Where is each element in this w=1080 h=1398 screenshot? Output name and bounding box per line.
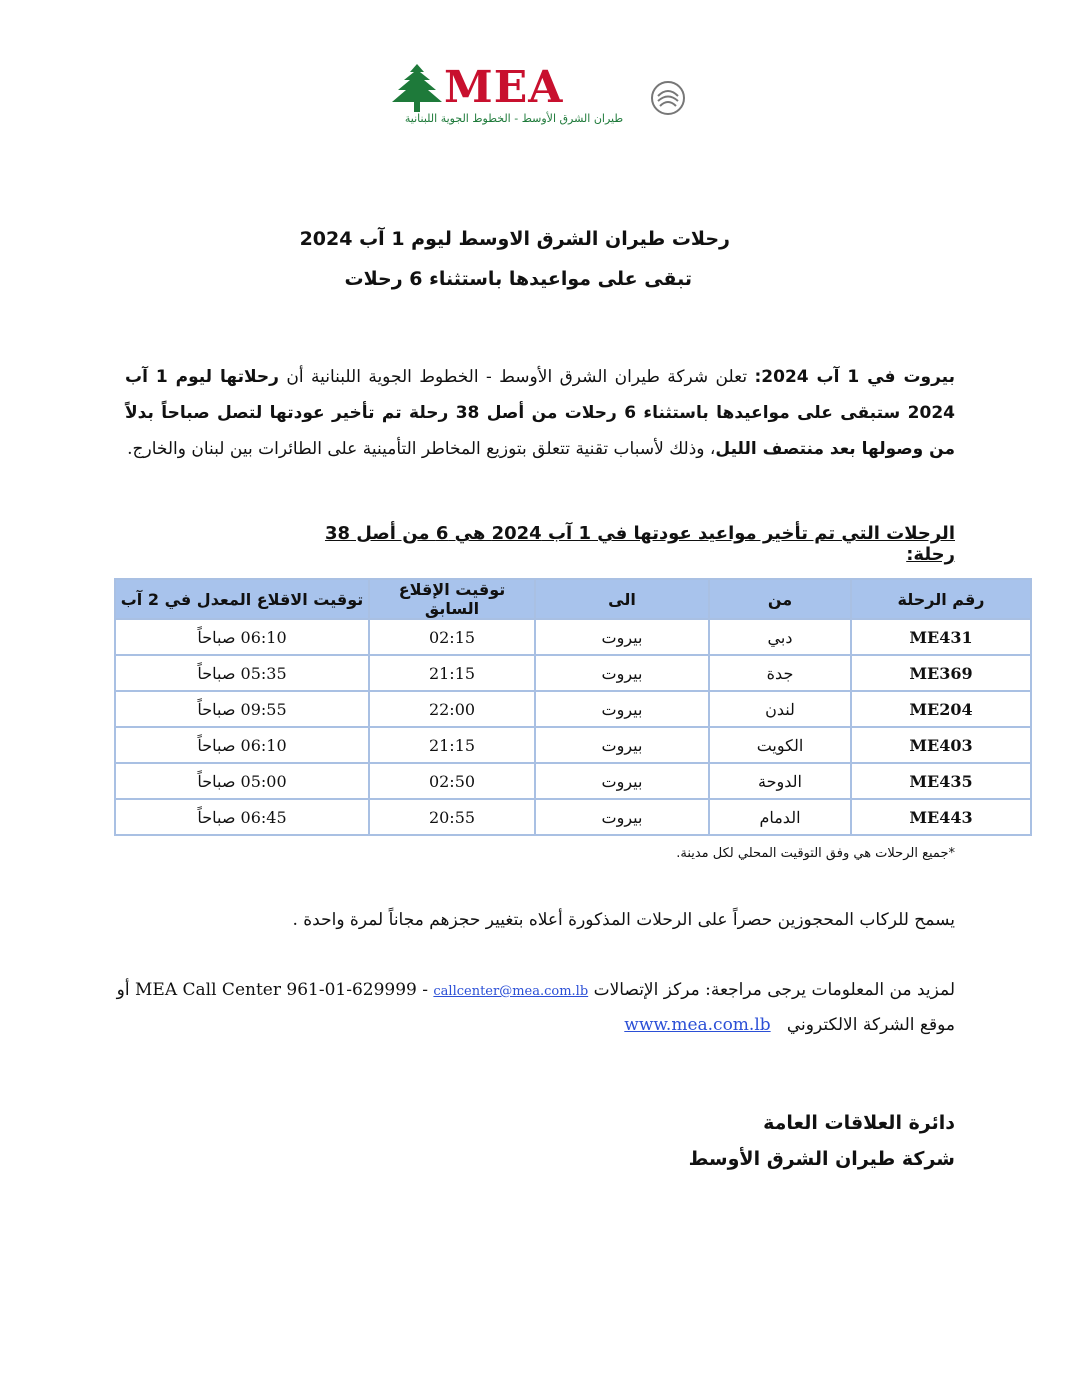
previous-time-cell: 20:55 (369, 799, 535, 835)
table-row (115, 799, 1031, 835)
previous-time-cell: 02:15 (369, 619, 535, 655)
contact-line-1 (100, 980, 955, 1000)
header-flight-number: رقم الرحلة (851, 579, 1031, 619)
skyteam-logo-icon (638, 70, 690, 122)
header-previous-departure: توقيت الإقلاع السابق (369, 579, 535, 619)
website-link[interactable]: www.mea.com.lb (624, 1015, 771, 1035)
origin-cell: لندن (709, 691, 851, 727)
destination-cell: بيروت (535, 655, 709, 691)
revised-time-cell: 09:55 صباحاً (115, 691, 369, 727)
signature-department: دائرة العلاقات العامة (763, 1112, 955, 1134)
paragraph-text-2: ، وذلك لأسباب تقنية تتعلق بتوزيع المخاطر التأمينية على الطائرات بين لبنان والخارج. (127, 439, 716, 459)
revised-time-cell: 06:45 صباحاً (115, 799, 369, 835)
delayed-flights-table (114, 578, 1032, 836)
destination-cell: بيروت (535, 763, 709, 799)
table-row (115, 727, 1031, 763)
table-row (115, 763, 1031, 799)
email-link[interactable]: callcenter@mea.com.lb (433, 984, 589, 999)
header-revised-departure: توقيت الاقلاع المعدل في 2 آب (115, 579, 369, 619)
destination-cell: بيروت (535, 727, 709, 763)
paragraph-text-1: تعلن شركة طيران الشرق الأوسط - الخطوط الجوية اللبنانية أن (278, 367, 755, 387)
mea-logo (388, 62, 698, 134)
table-row (115, 655, 1031, 691)
destination-cell: بيروت (535, 619, 709, 655)
flight-number-cell: ME369 (851, 655, 1031, 691)
origin-cell: الدمام (709, 799, 851, 835)
revised-time-cell: 06:10 صباحاً (115, 727, 369, 763)
headline-line-1: رحلات طيران الشرق الاوسط ليوم 1 آب 2024 (299, 228, 730, 250)
revised-time-cell: 06:10 صباحاً (115, 619, 369, 655)
header-to: الى (535, 579, 709, 619)
website-label: موقع الشركة الالكتروني (781, 1015, 955, 1035)
origin-cell: جدة (709, 655, 851, 691)
table-heading: الرحلات التي تم تأخير مواعيد عودتها في 1 آب 2024 هي 6 من أصل 38 رحلة: (324, 523, 955, 565)
previous-time-cell: 02:50 (369, 763, 535, 799)
flight-number-cell: ME204 (851, 691, 1031, 727)
flight-number-cell: ME431 (851, 619, 1031, 655)
logo-subtitle: طيران الشرق الأوسط - الخطوط الجوية اللبنانية (404, 112, 624, 125)
rebooking-notice: يسمح للركاب المحجوزين حصراً على الرحلات المذكورة أعلاه بتغيير حجزهم مجاناً لمرة واحدة . (292, 910, 955, 930)
cedar-tree-icon (390, 62, 444, 118)
contact-text: لمزيد من المعلومات يرجى مراجعة: مركز الإتصالات MEA Call Center 961-01-629999 - (135, 980, 955, 1000)
destination-cell: بيروت (535, 691, 709, 727)
table-row (115, 619, 1031, 655)
paragraph-lead: بيروت في 1 آب 2024: (754, 367, 955, 387)
local-time-note: *جميع الرحلات هي وفق التوقيت المحلي لكل مدينة. (676, 846, 955, 861)
contact-or: أو (116, 980, 136, 1000)
origin-cell: دبي (709, 619, 851, 655)
revised-time-cell: 05:00 صباحاً (115, 763, 369, 799)
table-header-row (115, 579, 1031, 619)
previous-time-cell: 21:15 (369, 655, 535, 691)
announcement-paragraph (125, 359, 955, 467)
previous-time-cell: 22:00 (369, 691, 535, 727)
flight-number-cell: ME435 (851, 763, 1031, 799)
paragraph-bold-text: رحلاتها ليوم 1 آب 2024 ستبقى على مواعيدها باستثناء 6 رحلات من أصل 38 رحلة تم تأخير عودتها لتصل صباحاً بدلاً من وصولها بعد منتصف الليل (125, 367, 955, 459)
header-from: من (709, 579, 851, 619)
origin-cell: الكويت (709, 727, 851, 763)
origin-cell: الدوحة (709, 763, 851, 799)
previous-time-cell: 21:15 (369, 727, 535, 763)
logo-wordmark: MEA (444, 62, 564, 113)
revised-time-cell: 05:35 صباحاً (115, 655, 369, 691)
signature-company: شركة طيران الشرق الأوسط (688, 1148, 955, 1170)
destination-cell: بيروت (535, 799, 709, 835)
headline-line-2: تبقى على مواعيدها باستثناء 6 رحلات (344, 268, 692, 290)
flight-number-cell: ME443 (851, 799, 1031, 835)
flight-number-cell: ME403 (851, 727, 1031, 763)
contact-line-2 (300, 1015, 955, 1035)
table-row (115, 691, 1031, 727)
